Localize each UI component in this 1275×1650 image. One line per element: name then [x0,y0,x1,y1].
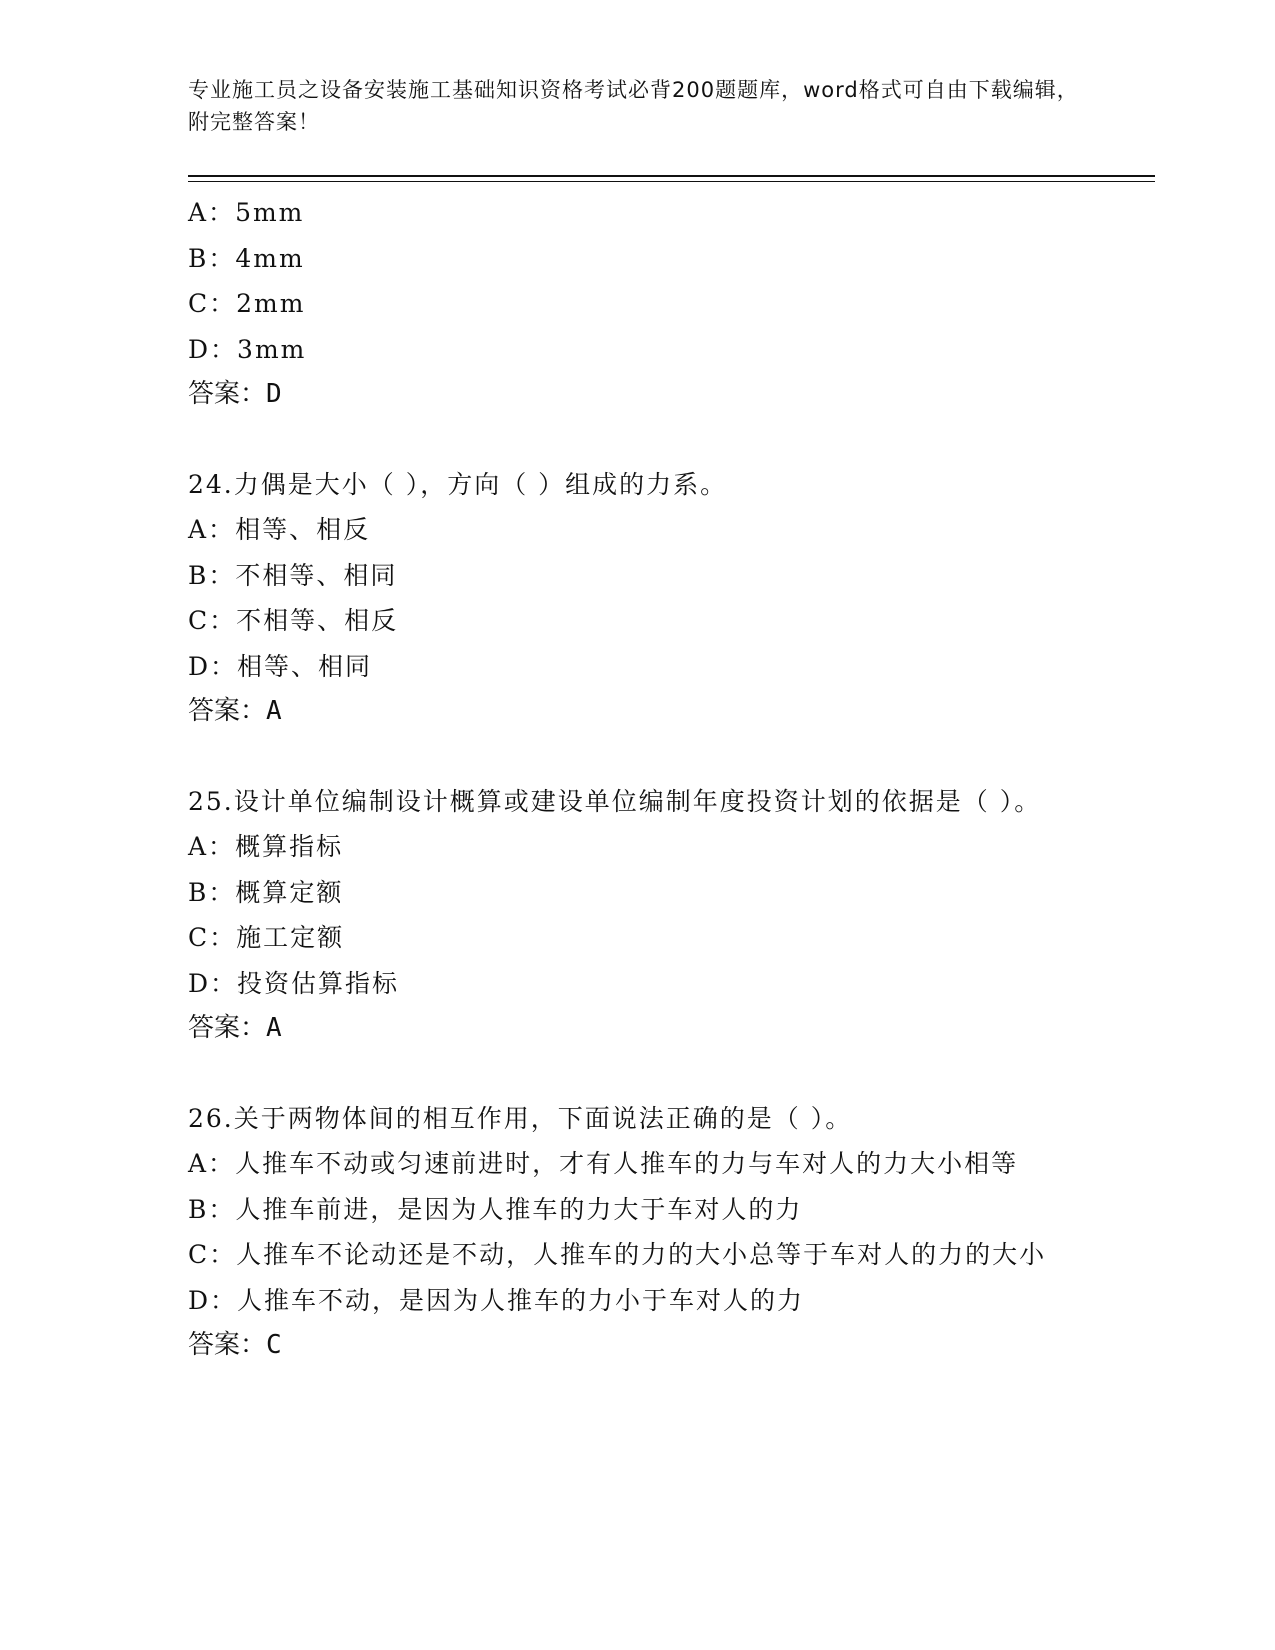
answer-line: 答案：C [188,1330,282,1360]
option-a: A：人推车不动或匀速前进时，才有人推车的力与车对人的力大小相等 [188,1149,1019,1178]
header-divider-thin [188,181,1155,182]
option-b: B：概算定额 [188,877,344,907]
question-block-partial [188,190,1088,418]
option-d: D：3mm [188,334,307,364]
header-divider [188,175,1155,177]
option-c: C：2mm [188,289,306,318]
answer-line: 答案：A [188,696,282,726]
option-a: A：概算指标 [188,832,344,861]
document-header [188,74,1088,138]
option-d: D：投资估算指标 [188,968,400,998]
option-d: D：相等、相同 [188,651,373,681]
question-block-26 [188,1096,1088,1369]
option-a: A：5mm [188,198,305,227]
option-b: B：不相等、相同 [188,560,398,590]
question-text: 24.力偶是大小（ ），方向（ ）组成的力系。 [188,469,728,499]
option-c: C：施工定额 [188,923,345,952]
option-d: D：人推车不动，是因为人推车的力小于车对人的力 [188,1285,805,1315]
answer-line: 答案：A [188,1013,282,1043]
option-a: A：相等、相反 [188,515,371,544]
question-text: 26.关于两物体间的相互作用，下面说法正确的是（ ）。 [188,1103,853,1133]
option-b: B：4mm [188,243,305,273]
question-block-24 [188,462,1088,735]
document-title: 专业施工员之设备安装施工基础知识资格考试必背200题题库，word格式可自由下载编辑，附完整答案！ [188,78,1079,134]
option-b: B：人推车前进，是因为人推车的力大于车对人的力 [188,1194,803,1224]
option-c: C：人推车不论动还是不动，人推车的力的大小总等于车对人的力的大小 [188,1240,1047,1269]
question-list [188,190,1088,1369]
question-text: 25.设计单位编制设计概算或建设单位编制年度投资计划的依据是（ ）。 [188,786,1042,816]
option-c: C：不相等、相反 [188,606,399,635]
question-block-25 [188,779,1088,1052]
answer-line: 答案：D [188,379,282,409]
